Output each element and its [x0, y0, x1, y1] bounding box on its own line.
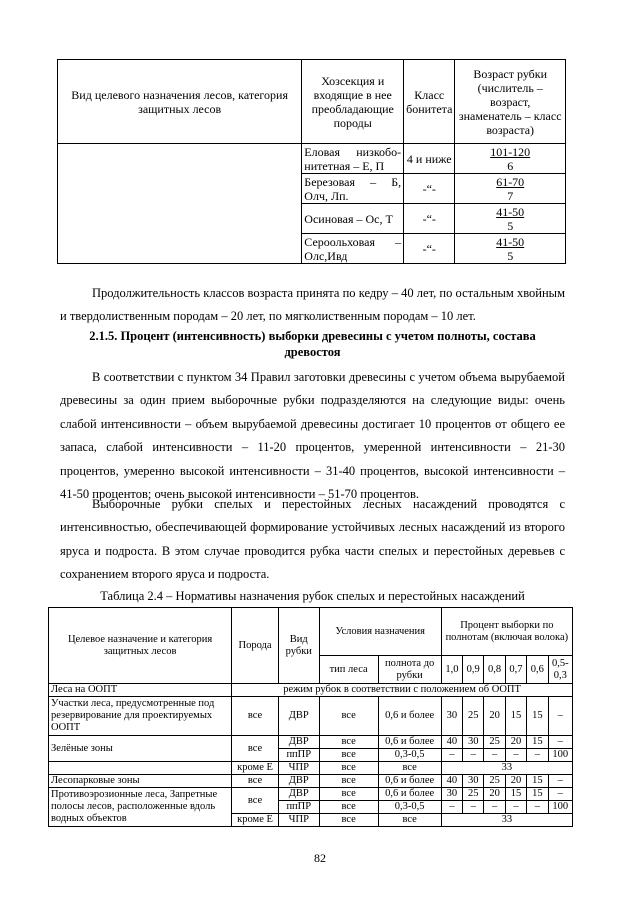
type-cell: ДВР — [278, 775, 319, 788]
value-cell: 20 — [505, 775, 526, 788]
row-label: Зелёные зоны — [49, 736, 232, 762]
density-header: 0,9 — [463, 656, 484, 684]
forest-cell: все — [319, 749, 378, 762]
value-cell: – — [548, 775, 573, 788]
value-cell: 15 — [527, 788, 548, 801]
header-felling-type: Вид рубки — [278, 608, 319, 684]
value-cell: 100 — [548, 749, 573, 762]
value-cell: 25 — [484, 775, 505, 788]
value-cell: 15 — [527, 775, 548, 788]
value-cell: 100 — [548, 801, 573, 814]
row-label: Противоэрозионные леса, Запретные полосы лесов, расположенные вдоль водных объектов — [49, 788, 232, 827]
table-row — [49, 684, 573, 697]
value-cell: – — [527, 749, 548, 762]
value-cell: 25 — [463, 697, 484, 736]
forest-cell: все — [319, 775, 378, 788]
type-cell: ЧПР — [278, 762, 319, 775]
forest-cell: все — [319, 697, 378, 736]
species-cell: кроме Е — [232, 762, 279, 775]
table-row — [49, 697, 573, 736]
value-cell: 15 — [527, 736, 548, 749]
value-cell: – — [548, 788, 573, 801]
header-density: полнота до рубки — [378, 656, 441, 684]
header-age: Возраст рубки (числитель – возраст, знаменатель – класс возраста) — [455, 60, 566, 144]
value-cell: 40 — [441, 736, 462, 749]
header-section: Хозсекция и входящие в нее преобладающие породы — [302, 60, 404, 144]
species-cell: все — [232, 736, 279, 762]
value-cell: 20 — [505, 736, 526, 749]
header-species: Порода — [232, 608, 279, 684]
table-header-row — [58, 60, 566, 144]
density-cell: 0,3-0,5 — [378, 749, 441, 762]
density-cell: 0,3-0,5 — [378, 801, 441, 814]
value-cell: – — [548, 697, 573, 736]
forest-cell: все — [319, 736, 378, 749]
density-cell: все — [378, 814, 441, 827]
table-age-of-felling — [57, 59, 566, 264]
paragraph-intensity: В соответствии с пунктом 34 Правил заготовки древесины с учетом объема вырубаемой древесины за один прием выборочные рубки подразделяются на следующие виды: очень слабой интенсивности – объем вырубаемой древесины достигает 10 процентов от общего ее запаса, слабой интенсивности – 11-20 процентов, умеренной интенсивности – 21-30 процентов, умеренно высокой интенсивности – 31-40 процентов, высокой интенсивности – 41-50 процентов; очень высокой интенсивности – 51-70 процентов. — [60, 370, 565, 502]
table-row — [49, 775, 573, 788]
forest-cell: все — [319, 801, 378, 814]
page-number: 82 — [314, 851, 326, 865]
type-cell: ппПР — [278, 801, 319, 814]
table-row — [49, 788, 573, 801]
purpose-cell — [58, 144, 302, 264]
value-cell: 15 — [505, 697, 526, 736]
value-cell: 30 — [463, 775, 484, 788]
header-purpose: Вид целевого назначения лесов, категория защитных лесов — [58, 60, 302, 144]
value-cell: 25 — [484, 736, 505, 749]
bonitet-cell: -“- — [404, 204, 455, 234]
density-cell: 0,6 и более — [378, 697, 441, 736]
density-header: 0,7 — [505, 656, 526, 684]
species-cell: все — [232, 697, 279, 736]
table-felling-norms — [48, 607, 573, 827]
value-cell: – — [505, 801, 526, 814]
section-cell: Еловая низкобо- нитетная – Е, П — [302, 144, 404, 174]
value-cell: 30 — [441, 697, 462, 736]
value-cell: – — [484, 749, 505, 762]
density-cell: 0,6 и более — [378, 736, 441, 749]
type-cell: ппПР — [278, 749, 319, 762]
value-cell: 33 — [441, 814, 572, 827]
value-cell: – — [548, 736, 573, 749]
row-label-empty — [49, 762, 232, 775]
bonitet-cell: -“- — [404, 234, 455, 264]
density-header: 0,6 — [527, 656, 548, 684]
row-label: Лесопарковые зоны — [49, 775, 232, 788]
value-cell: 33 — [441, 762, 572, 775]
value-cell: – — [463, 801, 484, 814]
bonitet-cell: 4 и ниже — [404, 144, 455, 174]
bonitet-cell: -“- — [404, 174, 455, 204]
forest-cell: все — [319, 814, 378, 827]
forest-cell: все — [319, 762, 378, 775]
density-header: 1,0 — [441, 656, 462, 684]
density-cell: 0,6 и более — [378, 775, 441, 788]
density-header: 0,5-0,3 — [548, 656, 573, 684]
table-caption: Таблица 2.4 – Нормативы назначения рубок спелых и перестойных насаждений — [100, 589, 525, 603]
density-header: 0,8 — [484, 656, 505, 684]
forest-cell: все — [319, 788, 378, 801]
species-cell: кроме Е — [232, 814, 279, 827]
value-cell: – — [527, 801, 548, 814]
type-cell: ДВР — [278, 788, 319, 801]
value-cell: 30 — [463, 736, 484, 749]
value-cell: 25 — [463, 788, 484, 801]
value-cell: – — [484, 801, 505, 814]
header-bonitet: Класс бонитета — [404, 60, 455, 144]
species-cell: все — [232, 775, 279, 788]
value-cell: – — [505, 749, 526, 762]
section-cell: Сероольховая – Олс,Ивд — [302, 234, 404, 264]
age-cell: $\frac{41-50}{5}$ — [455, 204, 566, 234]
table-row — [58, 144, 566, 174]
header-purpose: Целевое назначение и категория защитных лесов — [49, 608, 232, 684]
age-cell: $\frac{101-120}{6}$ — [455, 144, 566, 174]
density-cell: все — [378, 762, 441, 775]
paragraph-selective-felling: Выборочные рубки спелых и перестойных лесных насаждений проводятся с интенсивностью, обеспечивающей формирование устойчивых лесных насаждений из второго яруса и подроста. В этом случае проводится рубка части спелых и перестойных деревьев с сохранением второго яруса и подроста. — [60, 497, 565, 582]
header-conditions: Условия назначения — [319, 608, 441, 656]
value-cell: – — [463, 749, 484, 762]
value-cell: 15 — [527, 697, 548, 736]
paragraph-age-classes: Продолжительность классов возраста принята по кедру – 40 лет, по остальным хвойным и твердолиственным породам – 20 лет, по мягколиственным породам – 10 лет. — [60, 286, 565, 324]
type-cell: ДВР — [278, 736, 319, 749]
table-row — [49, 736, 573, 749]
age-cell: $\frac{61-70}{7}$ — [455, 174, 566, 204]
value-cell: – — [441, 749, 462, 762]
section-cell: Осиновая – Ос, Т — [302, 204, 404, 234]
value-cell: – — [441, 801, 462, 814]
type-cell: ДВР — [278, 697, 319, 736]
section-heading: 2.1.5. Процент (интенсивность) выборки древесины с учетом полноты, состава древостоя — [89, 329, 536, 359]
species-cell: все — [232, 788, 279, 814]
section-cell: Березовая – Б, Олч, Лп. — [302, 174, 404, 204]
table-row — [49, 762, 573, 775]
value-cell: 30 — [441, 788, 462, 801]
header-percent: Процент выборки по полнотам (включая волока) — [441, 608, 572, 656]
oopt-note: режим рубок в соответствии с положением об ООПТ — [232, 684, 573, 697]
density-cell: 0,6 и более — [378, 788, 441, 801]
value-cell: 15 — [505, 788, 526, 801]
value-cell: 20 — [484, 788, 505, 801]
row-label: Леса на ООПТ — [49, 684, 232, 697]
value-cell: 20 — [484, 697, 505, 736]
age-cell: $\frac{41-50}{5}$ — [455, 234, 566, 264]
value-cell: 40 — [441, 775, 462, 788]
type-cell: ЧПР — [278, 814, 319, 827]
row-label: Участки леса, предусмотренные под резервирование для проектируемых ООПТ — [49, 697, 232, 736]
header-forest-type: тип леса — [319, 656, 378, 684]
